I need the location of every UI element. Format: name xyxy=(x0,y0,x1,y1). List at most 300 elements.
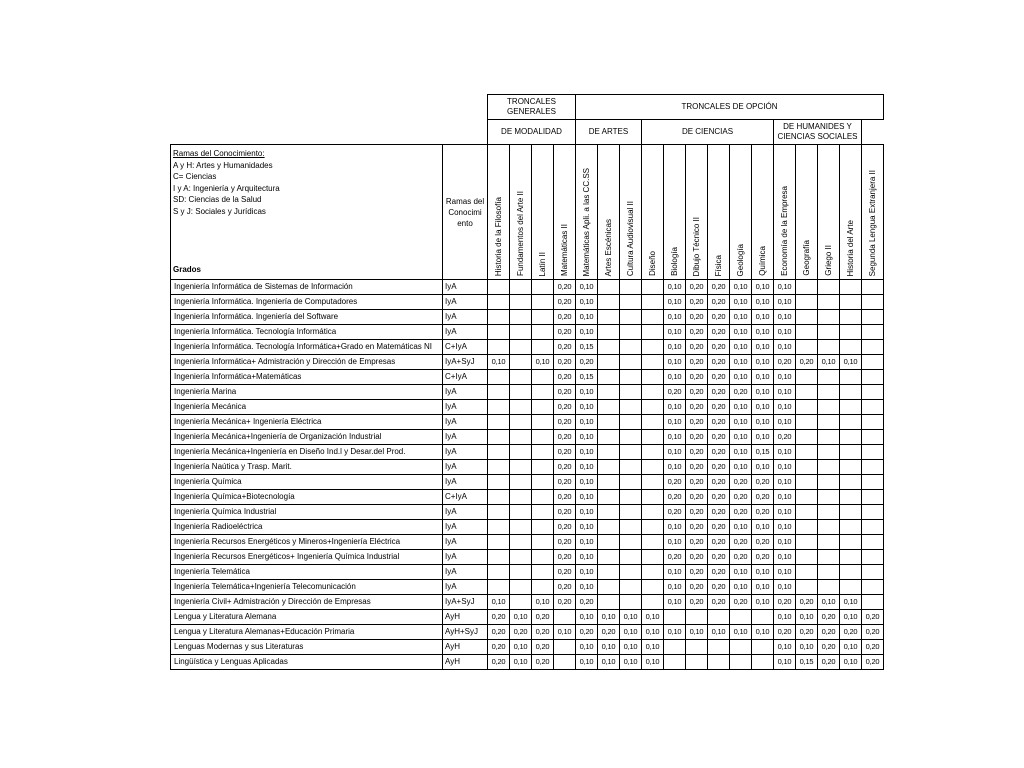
weight-cell xyxy=(818,415,840,430)
subject-header-label: Geografía xyxy=(801,240,811,276)
weight-cell: 0,20 xyxy=(774,430,796,445)
weight-cell: 0,10 xyxy=(642,625,664,640)
weight-cell: 0,20 xyxy=(730,475,752,490)
weight-cell xyxy=(708,640,730,655)
weight-cell: 0,10 xyxy=(730,430,752,445)
weight-cell: 0,10 xyxy=(840,655,862,670)
rama-code: IyA xyxy=(443,505,488,520)
weight-cell: 0,10 xyxy=(796,610,818,625)
weight-cell: 0,20 xyxy=(488,655,510,670)
weight-cell: 0,20 xyxy=(686,580,708,595)
weight-cell xyxy=(862,295,884,310)
weight-cell: 0,20 xyxy=(686,445,708,460)
weight-cell xyxy=(488,490,510,505)
weight-cell xyxy=(532,415,554,430)
weight-cell: 0,10 xyxy=(752,325,774,340)
weight-cell: 0,10 xyxy=(774,580,796,595)
weight-cell: 0,20 xyxy=(708,400,730,415)
weight-cell xyxy=(488,580,510,595)
weight-cell xyxy=(620,460,642,475)
weight-cell xyxy=(620,550,642,565)
weight-cell: 0,20 xyxy=(488,625,510,640)
weight-cell xyxy=(642,595,664,610)
weight-cell: 0,20 xyxy=(708,385,730,400)
weight-cell: 0,10 xyxy=(664,565,686,580)
grado-name: Ingeniería Recursos Energéticos y Mineros+Ingeniería Eléctrica xyxy=(171,535,443,550)
weight-cell: 0,20 xyxy=(730,490,752,505)
weight-cell: 0,10 xyxy=(730,625,752,640)
weight-cell xyxy=(642,505,664,520)
rama-code: C+IyA xyxy=(443,340,488,355)
weight-cell: 0,20 xyxy=(576,595,598,610)
weight-cell: 0,20 xyxy=(554,550,576,565)
subject-header-label: Griego II xyxy=(823,245,833,276)
weight-cell xyxy=(840,520,862,535)
weight-cell xyxy=(796,280,818,295)
weight-cell xyxy=(510,535,532,550)
weight-cell xyxy=(510,325,532,340)
grado-name: Ingeniería Química Industrial xyxy=(171,505,443,520)
weight-cell: 0,10 xyxy=(752,595,774,610)
weight-cell xyxy=(620,385,642,400)
table-row xyxy=(171,610,884,625)
weight-cell xyxy=(510,460,532,475)
table-row xyxy=(171,565,884,580)
legend-line: SD: Ciencias de la Salud xyxy=(173,195,262,204)
weight-cell: 0,10 xyxy=(620,625,642,640)
weight-cell: 0,20 xyxy=(774,595,796,610)
subject-header-label: Matemáticas Apli. a las CC.SS xyxy=(581,167,591,276)
weight-cell xyxy=(862,445,884,460)
weight-cell: 0,20 xyxy=(862,655,884,670)
weight-cell: 0,10 xyxy=(576,280,598,295)
weight-cell: 0,10 xyxy=(576,475,598,490)
weight-cell xyxy=(840,550,862,565)
weight-cell xyxy=(818,310,840,325)
weight-cell xyxy=(488,325,510,340)
grado-name: Ingeniería Mecánica+ Ingeniería Eléctrica xyxy=(171,415,443,430)
subgroup-modalidad: DE MODALIDAD xyxy=(488,120,576,145)
weight-cell xyxy=(796,445,818,460)
subject-header-label: Física xyxy=(713,254,723,276)
subject-header xyxy=(554,145,576,280)
weight-cell xyxy=(620,490,642,505)
legend-line: I y A: Ingeniería y Arquitectura xyxy=(173,183,280,193)
weight-cell: 0,20 xyxy=(576,355,598,370)
weight-cell xyxy=(818,385,840,400)
weight-cell xyxy=(686,655,708,670)
weight-cell: 0,10 xyxy=(620,610,642,625)
weight-cell: 0,10 xyxy=(730,310,752,325)
weight-cell: 0,20 xyxy=(774,625,796,640)
table-row xyxy=(171,445,884,460)
weight-cell: 0,20 xyxy=(862,640,884,655)
weight-cell xyxy=(532,580,554,595)
weight-cell xyxy=(642,550,664,565)
weight-cell xyxy=(862,550,884,565)
weights-table-container xyxy=(170,94,884,670)
weight-cell: 0,10 xyxy=(774,385,796,400)
weight-cell xyxy=(664,610,686,625)
weight-cell xyxy=(862,580,884,595)
weight-cell: 0,10 xyxy=(774,325,796,340)
weight-cell xyxy=(642,310,664,325)
weight-cell xyxy=(488,280,510,295)
weight-cell: 0,20 xyxy=(554,565,576,580)
weight-cell xyxy=(818,430,840,445)
weight-cell: 0,10 xyxy=(576,415,598,430)
table-row xyxy=(171,340,884,355)
weight-cell: 0,20 xyxy=(554,280,576,295)
weight-cell: 0,20 xyxy=(708,295,730,310)
weight-cell: 0,20 xyxy=(686,280,708,295)
rama-code: IyA xyxy=(443,310,488,325)
weight-cell xyxy=(796,385,818,400)
weight-cell xyxy=(840,295,862,310)
weight-cell: 0,10 xyxy=(752,310,774,325)
weight-cell xyxy=(862,355,884,370)
weight-cell: 0,20 xyxy=(554,595,576,610)
weight-cell xyxy=(510,310,532,325)
weight-cell xyxy=(598,490,620,505)
weight-cell: 0,10 xyxy=(774,550,796,565)
weight-cell: 0,20 xyxy=(488,610,510,625)
weight-cell xyxy=(554,610,576,625)
weight-cell xyxy=(840,535,862,550)
weight-cell: 0,20 xyxy=(818,640,840,655)
table-row xyxy=(171,355,884,370)
subject-header xyxy=(708,145,730,280)
weight-cell: 0,10 xyxy=(576,550,598,565)
weight-cell: 0,20 xyxy=(752,490,774,505)
subject-header-label: Biología xyxy=(669,247,679,276)
subject-header-label: Artes Escénicas xyxy=(603,218,613,276)
weight-cell: 0,10 xyxy=(774,610,796,625)
weight-cell: 0,20 xyxy=(686,490,708,505)
subgroup-artes: DE ARTES xyxy=(576,120,642,145)
weight-cell xyxy=(488,445,510,460)
weight-cell: 0,10 xyxy=(576,565,598,580)
table-row xyxy=(171,385,884,400)
weight-cell xyxy=(818,445,840,460)
weight-cell xyxy=(598,460,620,475)
weight-cell xyxy=(554,640,576,655)
weight-cell: 0,10 xyxy=(576,490,598,505)
weight-cell: 0,20 xyxy=(686,595,708,610)
weight-cell xyxy=(598,475,620,490)
rama-code: IyA xyxy=(443,535,488,550)
weight-cell: 0,10 xyxy=(752,460,774,475)
weight-cell: 0,10 xyxy=(642,610,664,625)
grado-name: Ingeniería Telemática+Ingeniería Telecomunicación xyxy=(171,580,443,595)
rama-code: AyH xyxy=(443,610,488,625)
weight-cell: 0,20 xyxy=(686,295,708,310)
weight-cell: 0,10 xyxy=(532,355,554,370)
weight-cell: 0,10 xyxy=(752,580,774,595)
weight-cell xyxy=(620,595,642,610)
weight-cell xyxy=(730,640,752,655)
weight-cell xyxy=(532,280,554,295)
weight-cell xyxy=(510,475,532,490)
weight-cell xyxy=(862,475,884,490)
weight-cell: 0,10 xyxy=(752,355,774,370)
weight-cell xyxy=(840,310,862,325)
weight-cell xyxy=(862,535,884,550)
weight-cell xyxy=(620,565,642,580)
weight-cell: 0,20 xyxy=(554,295,576,310)
weight-cell: 0,10 xyxy=(576,505,598,520)
weight-cell: 0,20 xyxy=(664,385,686,400)
weight-cell: 0,20 xyxy=(708,460,730,475)
weight-cell: 0,10 xyxy=(576,640,598,655)
grado-name: Ingeniería Civil+ Admistración y Dirección de Empresas xyxy=(171,595,443,610)
weight-cell xyxy=(510,445,532,460)
weight-cell: 0,10 xyxy=(620,640,642,655)
weight-cell: 0,20 xyxy=(554,310,576,325)
weight-cell: 0,15 xyxy=(796,655,818,670)
rama-code: IyA xyxy=(443,550,488,565)
subject-header-label: Fundamentos del Arte II xyxy=(515,191,525,276)
weight-cell: 0,10 xyxy=(488,595,510,610)
weight-cell: 0,10 xyxy=(664,310,686,325)
weight-cell xyxy=(488,565,510,580)
table-row xyxy=(171,460,884,475)
weight-cell xyxy=(532,385,554,400)
weight-cell: 0,10 xyxy=(774,445,796,460)
weight-cell: 0,10 xyxy=(730,325,752,340)
weight-cell: 0,10 xyxy=(576,445,598,460)
weight-cell: 0,10 xyxy=(774,505,796,520)
weight-cell: 0,10 xyxy=(664,625,686,640)
weight-cell xyxy=(796,415,818,430)
weight-cell: 0,20 xyxy=(708,475,730,490)
weight-cell: 0,20 xyxy=(730,505,752,520)
weight-cell: 0,20 xyxy=(708,580,730,595)
legend-cell xyxy=(171,145,443,280)
weight-cell xyxy=(532,430,554,445)
weight-cell: 0,10 xyxy=(664,415,686,430)
weight-cell xyxy=(642,385,664,400)
weight-cell xyxy=(840,430,862,445)
weight-cell: 0,20 xyxy=(862,625,884,640)
weight-cell: 0,10 xyxy=(664,430,686,445)
legend-line: C= Ciencias xyxy=(173,172,217,181)
weight-cell xyxy=(642,460,664,475)
weight-cell: 0,20 xyxy=(708,370,730,385)
weight-cell: 0,20 xyxy=(686,310,708,325)
weight-cell xyxy=(620,310,642,325)
weight-cell xyxy=(620,430,642,445)
weight-cell xyxy=(840,445,862,460)
weight-cell: 0,15 xyxy=(576,370,598,385)
weight-cell xyxy=(840,370,862,385)
weight-cell: 0,20 xyxy=(686,535,708,550)
weight-cell xyxy=(840,385,862,400)
weight-cell: 0,10 xyxy=(730,340,752,355)
table-row xyxy=(171,595,884,610)
weight-cell: 0,20 xyxy=(708,310,730,325)
weight-cell: 0,10 xyxy=(576,295,598,310)
weight-cell: 0,20 xyxy=(730,535,752,550)
weight-cell: 0,20 xyxy=(752,505,774,520)
weight-cell: 0,10 xyxy=(598,655,620,670)
subject-header xyxy=(532,145,554,280)
weight-cell xyxy=(598,415,620,430)
weight-cell: 0,20 xyxy=(664,505,686,520)
weight-cell xyxy=(642,535,664,550)
weight-cell xyxy=(510,370,532,385)
weight-cell: 0,20 xyxy=(796,595,818,610)
weight-cell xyxy=(620,355,642,370)
rama-code: IyA xyxy=(443,430,488,445)
weight-cell: 0,10 xyxy=(664,400,686,415)
weight-cell: 0,20 xyxy=(554,340,576,355)
weight-cell: 0,10 xyxy=(730,445,752,460)
weight-cell xyxy=(642,355,664,370)
weight-cell: 0,20 xyxy=(686,400,708,415)
rama-code: IyA xyxy=(443,520,488,535)
weight-cell xyxy=(598,445,620,460)
grado-name: Lingüística y Lenguas Aplicadas xyxy=(171,655,443,670)
weight-cell xyxy=(598,355,620,370)
weight-cell xyxy=(510,595,532,610)
weight-cell: 0,20 xyxy=(488,640,510,655)
subject-header xyxy=(510,145,532,280)
weight-cell xyxy=(840,325,862,340)
weight-cell xyxy=(598,295,620,310)
weight-cell: 0,10 xyxy=(642,655,664,670)
weight-cell xyxy=(862,415,884,430)
weight-cell: 0,20 xyxy=(510,625,532,640)
weight-cell: 0,10 xyxy=(840,610,862,625)
weight-cell xyxy=(510,505,532,520)
weight-cell xyxy=(510,385,532,400)
weight-cell xyxy=(532,535,554,550)
weight-cell: 0,10 xyxy=(774,655,796,670)
grado-name: Ingeniería Química xyxy=(171,475,443,490)
weight-cell xyxy=(642,340,664,355)
rama-code: IyA xyxy=(443,580,488,595)
weight-cell: 0,20 xyxy=(554,415,576,430)
weight-cell xyxy=(510,400,532,415)
weight-cell: 0,10 xyxy=(730,460,752,475)
weight-cell xyxy=(818,550,840,565)
weight-cell xyxy=(642,430,664,445)
weight-cell xyxy=(598,505,620,520)
weight-cell xyxy=(598,520,620,535)
weight-cell: 0,20 xyxy=(708,355,730,370)
weight-cell xyxy=(818,535,840,550)
weight-cell: 0,10 xyxy=(774,460,796,475)
weight-cell: 0,10 xyxy=(576,460,598,475)
weight-cell: 0,10 xyxy=(598,610,620,625)
weight-cell xyxy=(598,550,620,565)
weight-cell xyxy=(642,295,664,310)
weight-cell: 0,10 xyxy=(664,340,686,355)
weight-cell: 0,20 xyxy=(554,475,576,490)
grado-name: Ingeniería Naútica y Trasp. Marit. xyxy=(171,460,443,475)
weight-cell xyxy=(532,370,554,385)
weight-cell xyxy=(532,550,554,565)
weight-cell xyxy=(818,325,840,340)
weight-cell xyxy=(796,340,818,355)
grado-name: Lengua y Literatura Alemana xyxy=(171,610,443,625)
weight-cell: 0,10 xyxy=(840,640,862,655)
weight-cell xyxy=(862,565,884,580)
weight-cell: 0,10 xyxy=(730,565,752,580)
weight-cell xyxy=(488,415,510,430)
weight-cell xyxy=(488,505,510,520)
table-row xyxy=(171,280,884,295)
weight-cell xyxy=(510,520,532,535)
weight-cell xyxy=(620,280,642,295)
table-row xyxy=(171,580,884,595)
weight-cell: 0,10 xyxy=(664,325,686,340)
grado-name: Ingeniería Radioeléctrica xyxy=(171,520,443,535)
weight-cell xyxy=(818,400,840,415)
table-row xyxy=(171,520,884,535)
weight-cell: 0,10 xyxy=(730,295,752,310)
weight-cell: 0,10 xyxy=(576,535,598,550)
legend-line: A y H: Artes y Humanidades xyxy=(173,160,273,170)
subject-header xyxy=(620,145,642,280)
subject-header xyxy=(774,145,796,280)
weight-cell: 0,20 xyxy=(554,400,576,415)
grado-name: Ingeniería Informática. Ingeniería de Computadores xyxy=(171,295,443,310)
weight-cell: 0,10 xyxy=(730,415,752,430)
weight-cell xyxy=(510,295,532,310)
weight-cell: 0,20 xyxy=(598,625,620,640)
weight-cell xyxy=(862,370,884,385)
weight-cell xyxy=(642,445,664,460)
subgroup-humanidades: DE HUMANIDES Y CIENCIAS SOCIALES xyxy=(774,120,862,145)
weight-cell xyxy=(840,565,862,580)
weight-cell: 0,20 xyxy=(686,325,708,340)
weight-cell: 0,10 xyxy=(752,295,774,310)
subject-header xyxy=(752,145,774,280)
weight-cell: 0,20 xyxy=(686,385,708,400)
weight-cell xyxy=(818,490,840,505)
weight-cell xyxy=(796,400,818,415)
subject-header-label: Latín II xyxy=(537,251,547,276)
weight-cell xyxy=(862,310,884,325)
subgroup-ciencias: DE CIENCIAS xyxy=(642,120,774,145)
weight-cell: 0,20 xyxy=(708,280,730,295)
weight-cell xyxy=(664,640,686,655)
grado-name: Lengua y Literatura Alemanas+Educación Primaria xyxy=(171,625,443,640)
weight-cell: 0,10 xyxy=(752,400,774,415)
weight-cell xyxy=(862,460,884,475)
weight-cell: 0,10 xyxy=(686,625,708,640)
weight-cell xyxy=(708,610,730,625)
weight-cell: 0,10 xyxy=(774,370,796,385)
table-row xyxy=(171,490,884,505)
weight-cell xyxy=(620,505,642,520)
weight-cell xyxy=(840,280,862,295)
table-row xyxy=(171,475,884,490)
weight-cell: 0,20 xyxy=(532,640,554,655)
weight-cell: 0,10 xyxy=(576,655,598,670)
weight-cell: 0,10 xyxy=(774,520,796,535)
weight-cell: 0,20 xyxy=(752,535,774,550)
weight-cell: 0,20 xyxy=(708,490,730,505)
weight-cell xyxy=(796,520,818,535)
weight-cell xyxy=(818,475,840,490)
weight-cell xyxy=(818,280,840,295)
weight-cell xyxy=(862,340,884,355)
weight-cell xyxy=(510,550,532,565)
weight-cell: 0,20 xyxy=(686,505,708,520)
